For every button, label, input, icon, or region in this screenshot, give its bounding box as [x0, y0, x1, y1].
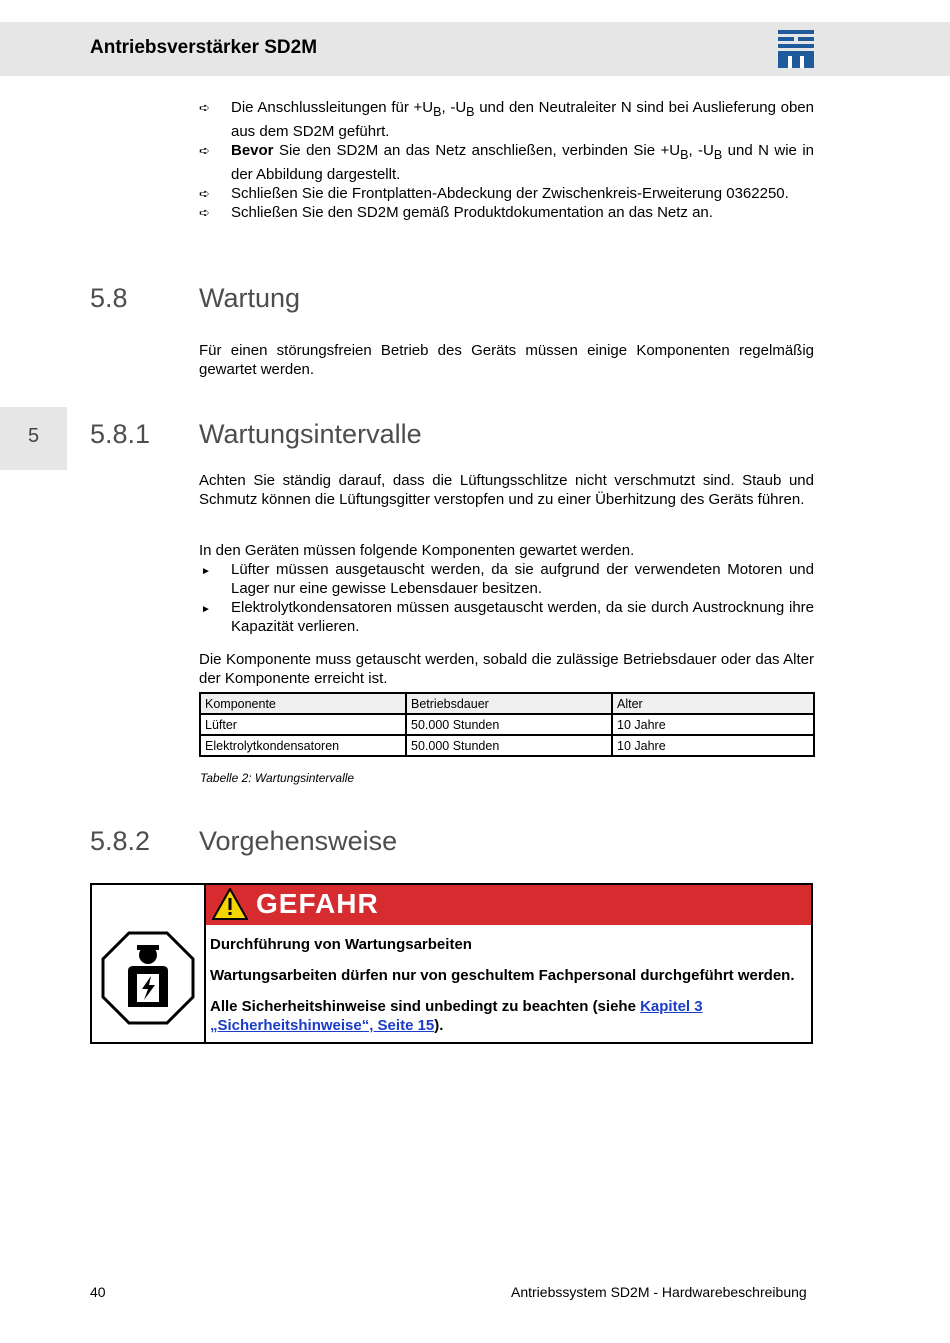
warning-symbol-panel	[92, 885, 206, 1042]
section-number: 5.8.1	[90, 419, 151, 449]
paragraph: Achten Sie ständig darauf, dass die Lüftungsschlitze nicht verschmutzt sind. Staub und Schmutz können die Lüftungsgitter verstopfen und zu einer Überhitzung des Geräts führen.	[199, 472, 814, 508]
section-number: 5.8.2	[90, 826, 151, 856]
triangle-bullet-icon: ►	[201, 604, 211, 615]
signal-word: GEFAHR	[256, 888, 379, 919]
paragraph: In den Geräten müssen folgende Komponenten gewartet werden.	[199, 542, 635, 559]
qualified-electrician-icon	[101, 931, 195, 1025]
warning-header-bar	[206, 885, 811, 925]
table-row	[200, 735, 814, 756]
paragraph: Die Komponente muss getauscht werden, sobald die zulässige Betriebsdauer oder das Alter der Komponente erreicht ist.	[199, 651, 814, 687]
page-header	[0, 22, 950, 76]
warning-line: Alle Sicherheitshinweise sind unbedingt zu beachten (siehe Kapitel 3 „Sicherheitshinweise“, Seite 15).	[210, 998, 703, 1034]
table-header-row	[200, 693, 814, 714]
chapter-tab	[0, 407, 67, 470]
list-item: ➪ Die Anschlussleitungen für $+U_B$, $-U_B$ und den Neutraleiter N sind bei Auslieferung oben aus dem SD2M geführt.	[199, 99, 814, 140]
table-cell: Elektrolytkondensatoren	[200, 735, 406, 756]
list-item: ➪ Bevor Sie den SD2M an das Netz anschließen, verbinden Sie $+U_B$, $-U_B$ und N wie in der Abbildung dargestellt.	[199, 142, 814, 183]
table-cell: 10 Jahre	[612, 714, 814, 735]
list-item: ➪ Schließen Sie den SD2M gemäß Produktdokumentation an das Netz an.	[199, 204, 713, 221]
intro-instruction-list	[199, 98, 814, 222]
table-header-cell: Alter	[612, 693, 814, 714]
arrow-bullet-icon: ➪	[199, 100, 210, 115]
table-cell: 50.000 Stunden	[406, 735, 612, 756]
table-header-cell: Komponente	[200, 693, 406, 714]
component-bullet-list	[199, 560, 814, 636]
table-row	[200, 714, 814, 735]
table-cell: Lüfter	[200, 714, 406, 735]
maintenance-interval-table	[199, 692, 815, 757]
section-5-8-text: Für einen störungsfreien Betrieb des Geräts müssen einige Komponenten regelmäßig gewartet werden.	[199, 342, 814, 378]
footer-document-title: Antriebssystem SD2M - Hardwarebeschreibung	[511, 1284, 807, 1300]
page-number: 40	[90, 1284, 106, 1300]
section-title: Vorgehensweise	[199, 826, 398, 856]
warning-line: Durchführung von Wartungsarbeiten	[210, 936, 472, 953]
table-header-cell: Betriebsdauer	[406, 693, 612, 714]
chapter-3-link[interactable]: Kapitel 3 „Sicherheitshinweise“, Seite 15	[210, 998, 703, 1034]
table-caption: Tabelle 2: Wartungsintervalle	[200, 771, 355, 785]
list-item: ► Lüfter müssen ausgetauscht werden, da sie aufgrund der verwendeten Motoren und Lager nur eine gewisse Lebensdauer besitzen.	[201, 561, 814, 597]
arrow-bullet-icon: ➪	[199, 205, 210, 220]
section-title: Wartungsintervalle	[199, 419, 422, 449]
arrow-bullet-icon: ➪	[199, 143, 210, 158]
section-number: 5.8	[90, 283, 128, 313]
triangle-bullet-icon: ►	[201, 566, 211, 577]
danger-warning-box	[90, 883, 813, 1044]
warning-triangle-icon	[212, 888, 248, 920]
chapter-number: 5	[28, 425, 40, 447]
table-cell: 50.000 Stunden	[406, 714, 612, 735]
arrow-bullet-icon: ➪	[199, 186, 210, 201]
warning-line: Wartungsarbeiten dürfen nur von geschultem Fachpersonal durchgeführt werden.	[210, 967, 795, 984]
table-cell: 10 Jahre	[612, 735, 814, 756]
header-title: Antriebsverstärker SD2M	[90, 37, 318, 58]
section-title: Wartung	[199, 283, 301, 313]
company-logo-icon	[778, 30, 814, 68]
list-item: ► Elektrolytkondensatoren müssen ausgetauscht werden, da sie durch Austrocknung ihre Kapazität verlieren.	[201, 599, 814, 635]
list-item: ➪ Schließen Sie die Frontplatten-Abdeckung der Zwischenkreis-Erweiterung 0362250.	[199, 185, 789, 202]
warning-text	[210, 935, 800, 1047]
